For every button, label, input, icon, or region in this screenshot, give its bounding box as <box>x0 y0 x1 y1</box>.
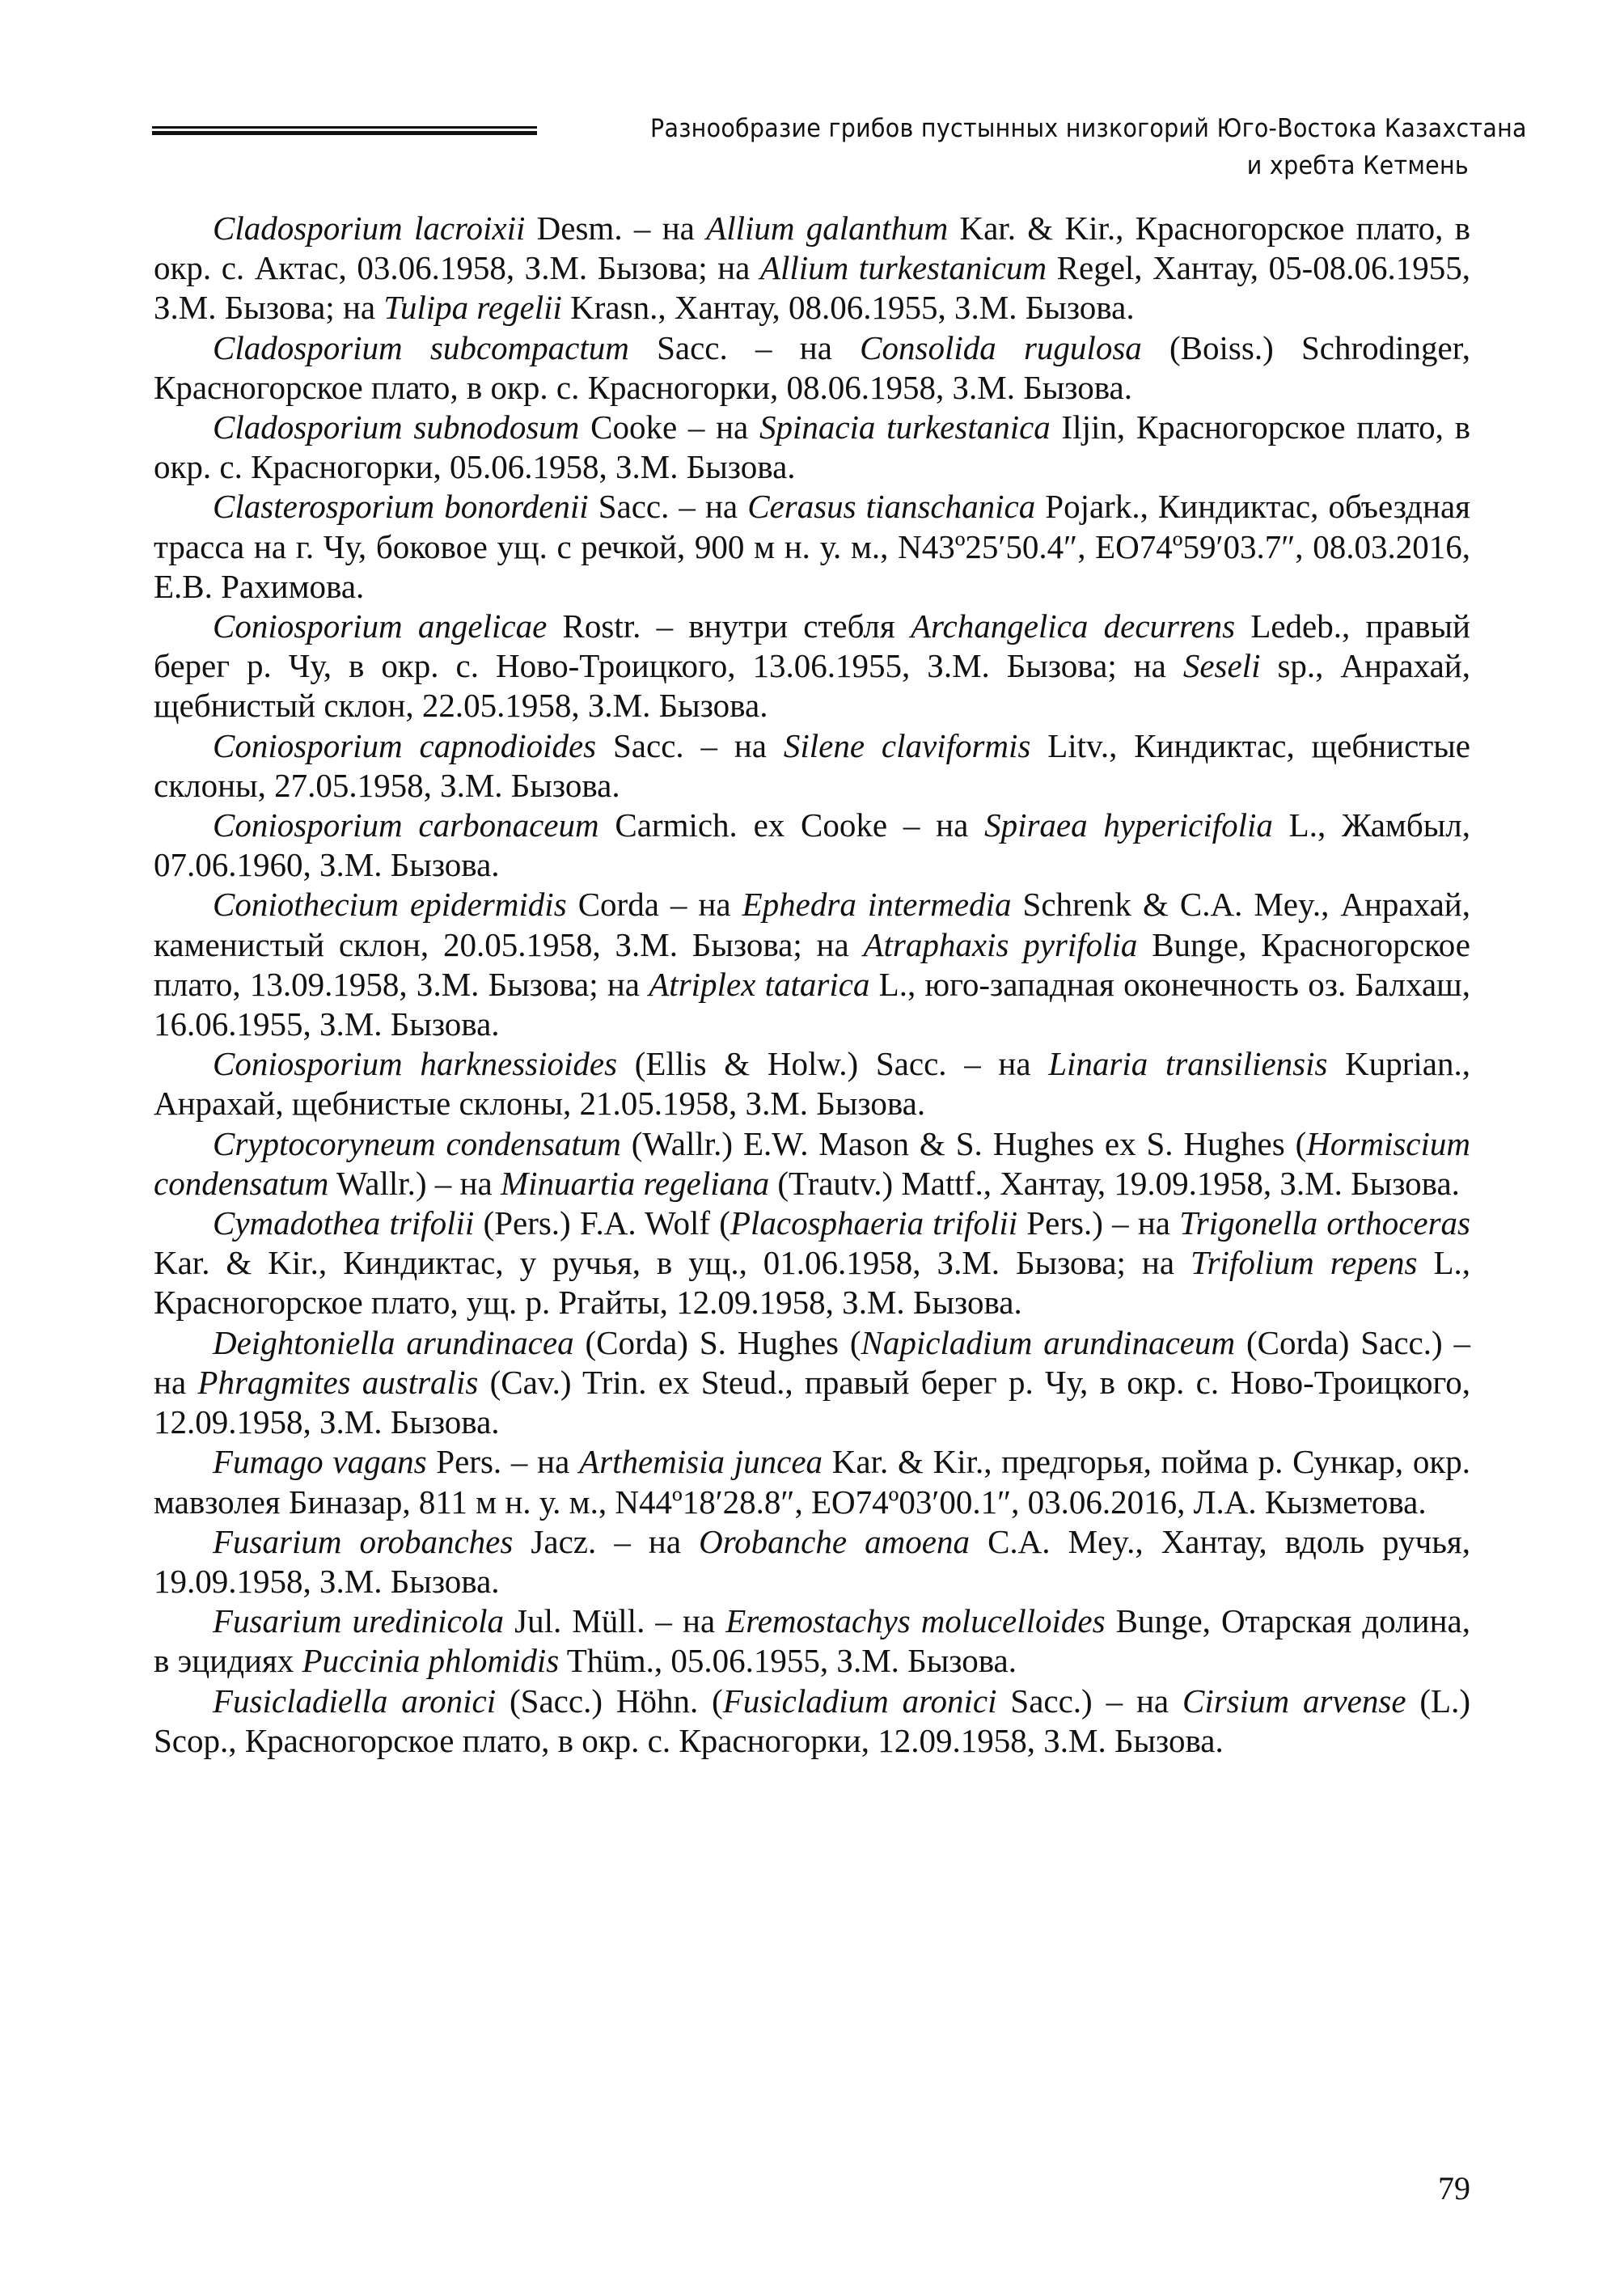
entry-text: Iljin, Красногорское плато, в окр. с. Красногорки, 05.06.1958, З.М. Бызова. <box>154 408 1470 486</box>
entry-text: Desm. – на <box>525 209 707 247</box>
latin-name: Seseli <box>1182 647 1261 685</box>
latin-name: Cladosporium subcompactum <box>213 328 629 366</box>
species-entry <box>154 1204 1470 1323</box>
species-entry <box>154 607 1470 726</box>
entry-text: (Wallr.) E.W. Mason & S. Hughes ex S. Hughes ( <box>620 1124 1307 1162</box>
entry-text: Krasn., Хантау, 08.06.1955, З.М. Бызова. <box>561 289 1135 327</box>
entry-text: (Boiss.) Schrodinger, Красногорское плато, в окр. с. Красногорки, 08.06.1958, З.М. Бызова. <box>154 328 1470 406</box>
entry-text: (Ellis & Holw.) Sacc. – на <box>617 1045 1049 1083</box>
species-entry <box>154 885 1470 1044</box>
latin-name: Napicladium arundinaceum <box>861 1323 1236 1361</box>
latin-name: Arthemisia juncea <box>579 1443 823 1481</box>
entry-text: Sacc.) – на <box>996 1682 1182 1720</box>
entry-text: (Corda) S. Hughes ( <box>573 1323 861 1361</box>
latin-name: Clasterosporium bonordenii <box>213 488 589 526</box>
entry-text: Bunge, Отарская долина, в эцидиях <box>154 1602 1470 1680</box>
latin-name: Silene claviformis <box>783 726 1031 764</box>
entry-text: (Pers.) F.A. Wolf ( <box>474 1204 730 1242</box>
latin-name: Trifolium repens <box>1191 1244 1418 1282</box>
latin-name: Cirsium arvense <box>1182 1682 1406 1720</box>
latin-name: Cladosporium lacroixii <box>213 209 526 247</box>
latin-name: Coniosporium harknessioides <box>213 1045 618 1083</box>
latin-name: Fumago vagans <box>213 1443 427 1481</box>
species-entry <box>154 726 1470 806</box>
entry-text: Sacc. – на <box>628 328 861 366</box>
entry-text: (Sacc.) Höhn. ( <box>496 1682 723 1720</box>
latin-name: Cymadothea trifolii <box>213 1204 475 1242</box>
entry-text: Jul. Müll. – на <box>504 1602 726 1640</box>
latin-name: Fusarium orobanches <box>213 1522 514 1560</box>
latin-name: Fusicladium aronici <box>722 1682 997 1720</box>
entry-text: (L.) Scop., Красногорское плато, в окр. с. Красногорки, 12.09.1958, З.М. Бызова. <box>154 1682 1470 1759</box>
latin-name: Puccinia phlomidis <box>302 1642 560 1680</box>
latin-name: Spinacia turkestanica <box>759 408 1051 446</box>
species-entry <box>154 1323 1470 1443</box>
entry-text: Pers.) – на <box>1017 1204 1180 1242</box>
latin-name: Spiraea hypericifolia <box>984 806 1273 844</box>
latin-name: Fusarium uredinicola <box>213 1602 505 1640</box>
entry-text: Wallr.) – на <box>328 1164 501 1202</box>
latin-name: Phragmites australis <box>197 1363 479 1401</box>
species-entry <box>154 209 1470 328</box>
entry-text: Carmich. ex Cooke – на <box>598 806 985 844</box>
latin-name: Coniosporium capnodioides <box>213 726 597 764</box>
latin-name: Allium turkestanicum <box>759 249 1047 287</box>
latin-name: Coniosporium angelicae <box>213 607 548 645</box>
entry-text: Litv., Киндиктас, щебнистые склоны, 27.05.1958, З.М. Бызова. <box>154 726 1470 804</box>
latin-name: Allium galanthum <box>706 209 949 247</box>
entry-text: L., Жамбыл, 07.06.1960, З.М. Бызова. <box>154 806 1470 884</box>
entry-text: Rostr. – внутри стебля <box>547 607 911 645</box>
latin-name: Coniosporium carbonaceum <box>213 806 599 844</box>
species-entry <box>154 1682 1470 1761</box>
species-entry <box>154 1124 1470 1204</box>
entry-text: Thüm., 05.06.1955, З.М. Бызова. <box>559 1642 1017 1680</box>
entry-text: L., юго-западная оконечность оз. Балхаш, 16.06.1955, З.М. Бызова. <box>154 965 1470 1043</box>
species-entry <box>154 1601 1470 1681</box>
latin-name: Cladosporium subnodosum <box>213 408 580 446</box>
entry-text: C.A. Mey., Хантау, вдоль ручья, 19.09.1958, З.М. Бызова. <box>154 1522 1471 1600</box>
header-rule-thin <box>152 126 537 129</box>
entry-text: Kar. & Kir., Киндиктас, у ручья, в ущ., 01.06.1958, З.М. Бызова; на <box>154 1244 1191 1282</box>
latin-name: Cryptocoryneum condensatum <box>213 1124 621 1162</box>
latin-name: Minuartia regeliana <box>500 1164 770 1202</box>
entry-text: Kuprian., Анрахай, щебнистые склоны, 21.05.1958, З.М. Бызова. <box>154 1045 1470 1123</box>
species-entry <box>154 408 1470 487</box>
page-number: 79 <box>1438 2170 1470 2206</box>
latin-name: Linaria transiliensis <box>1048 1045 1328 1083</box>
species-entry <box>154 1522 1470 1601</box>
entry-text: Ledeb., правый берег р. Чу, в окр. с. Ново-Троицкого, 13.06.1955, З.М. Бызова; на <box>154 607 1470 685</box>
latin-name: Atriplex tatarica <box>649 965 870 1003</box>
running-head-line-2: и хребта Кетмень <box>1246 151 1469 180</box>
running-head <box>650 110 1527 184</box>
entry-text: Sacc. – на <box>596 726 784 764</box>
entry-text: sp., Анрахай, щебнистый склон, 22.05.1958, З.М. Бызова. <box>154 647 1470 725</box>
entry-text: Pojark., Киндиктас, объездная трасса на г. Чу, боковое ущ. с речкой, 900 м н. у. м., N43º25′50.4″, EO74º59′03.7″, 08.03.2016, Е.В. Рахимова. <box>154 488 1471 605</box>
entry-text: (Cav.) Trin. ex Steud., правый берег р. Чу, в окр. с. Ново-Троицкого, 12.09.1958, З.М. Бызова. <box>154 1363 1470 1441</box>
latin-name: Cerasus tianschanica <box>747 488 1036 526</box>
entry-text: Bunge, Красногорское плато, 13.09.1958, З.М. Бызова; на <box>154 925 1471 1003</box>
latin-name: Placosphaeria trifolii <box>730 1204 1018 1242</box>
entry-text: Kar. & Kir., предгорья, пойма р. Сункар, окр. мавзолея Биназар, 811 м н. у. м., N44º18′28.8″, EO74º03′00.1″, 03.06.2016, Л.А. Кызметова. <box>154 1443 1470 1521</box>
latin-name: Archangelica decurrens <box>911 607 1236 645</box>
species-entry <box>154 1044 1470 1123</box>
species-list <box>154 209 1470 1761</box>
species-entry <box>154 806 1470 885</box>
entry-text: Regel, Хантау, 05-08.06.1955, З.М. Бызова; на <box>154 249 1470 327</box>
latin-name: Tulipa regelii <box>383 289 562 327</box>
header-rule-thick <box>152 131 537 135</box>
latin-name: Eremostachys molucelloides <box>725 1602 1106 1640</box>
latin-name: Consolida rugulosa <box>860 328 1142 366</box>
entry-text: (Corda) Sacc.) – на <box>154 1323 1470 1401</box>
entry-text: Kar. & Kir., Красногорское плато, в окр. с. Актас, 03.06.1958, З.М. Бызова; на <box>154 209 1471 287</box>
entry-text: Sacc. – на <box>588 488 748 526</box>
entry-text: Corda – на <box>566 886 742 924</box>
latin-name: Orobanche amoena <box>699 1522 970 1560</box>
latin-name: Trigonella orthoceras <box>1179 1204 1471 1242</box>
latin-name: Fusicladiella aronici <box>213 1682 497 1720</box>
entry-text: L., Красногорское плато, ущ. р. Ргайты, 12.09.1958, З.М. Бызова. <box>154 1244 1471 1322</box>
latin-name: Hormiscium condensatum <box>154 1124 1470 1202</box>
species-entry <box>154 1442 1470 1521</box>
entry-text: Cooke – на <box>579 408 759 446</box>
latin-name: Coniothecium epidermidis <box>213 886 567 924</box>
latin-name: Ephedra intermedia <box>742 886 1012 924</box>
entry-text: Jacz. – на <box>513 1522 700 1560</box>
latin-name: Atraphaxis pyrifolia <box>863 925 1138 963</box>
entry-text: Schrenk & C.A. Mey., Анрахай, каменистый склон, 20.05.1958, З.М. Бызова; на <box>154 886 1470 963</box>
latin-name: Deightoniella arundinacea <box>213 1323 574 1361</box>
species-entry <box>154 328 1470 408</box>
running-head-line-1: Разнообразие грибов пустынных низкогорий Юго-Востока Казахстана <box>650 114 1527 143</box>
species-entry <box>154 487 1470 607</box>
entry-text: Pers. – на <box>426 1443 580 1481</box>
entry-text: (Trautv.) Mattf., Хантау, 19.09.1958, З.М. Бызова. <box>769 1164 1460 1202</box>
